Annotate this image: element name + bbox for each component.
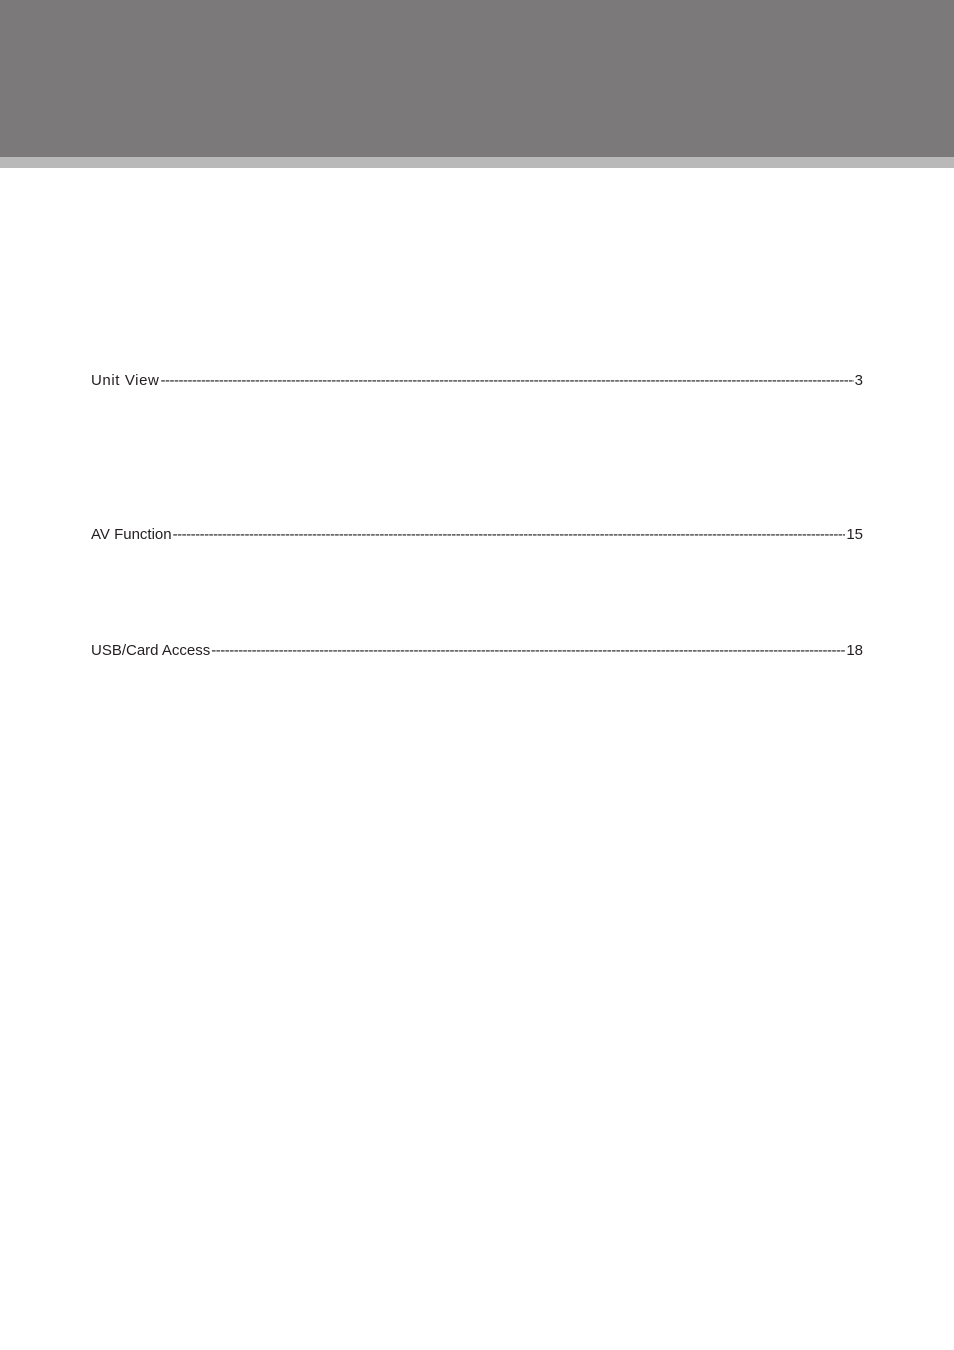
toc-leader-dashes (211, 642, 845, 660)
toc-entry-unit-view[interactable] (91, 372, 863, 390)
toc-leader-dashes (160, 372, 853, 390)
toc-entry-page: 15 (846, 526, 863, 543)
toc-entry-title: Unit View (91, 372, 160, 389)
toc-entry-page: 18 (846, 642, 863, 659)
toc-entry-page: 3 (854, 372, 863, 389)
toc-entry-usb-card-access[interactable] (91, 642, 863, 660)
toc-leader-dashes (173, 526, 846, 544)
toc-entry-title: USB/Card Access (91, 642, 211, 659)
toc-entry-title: AV Function (91, 526, 172, 543)
toc-entry-av-function[interactable] (91, 526, 863, 544)
